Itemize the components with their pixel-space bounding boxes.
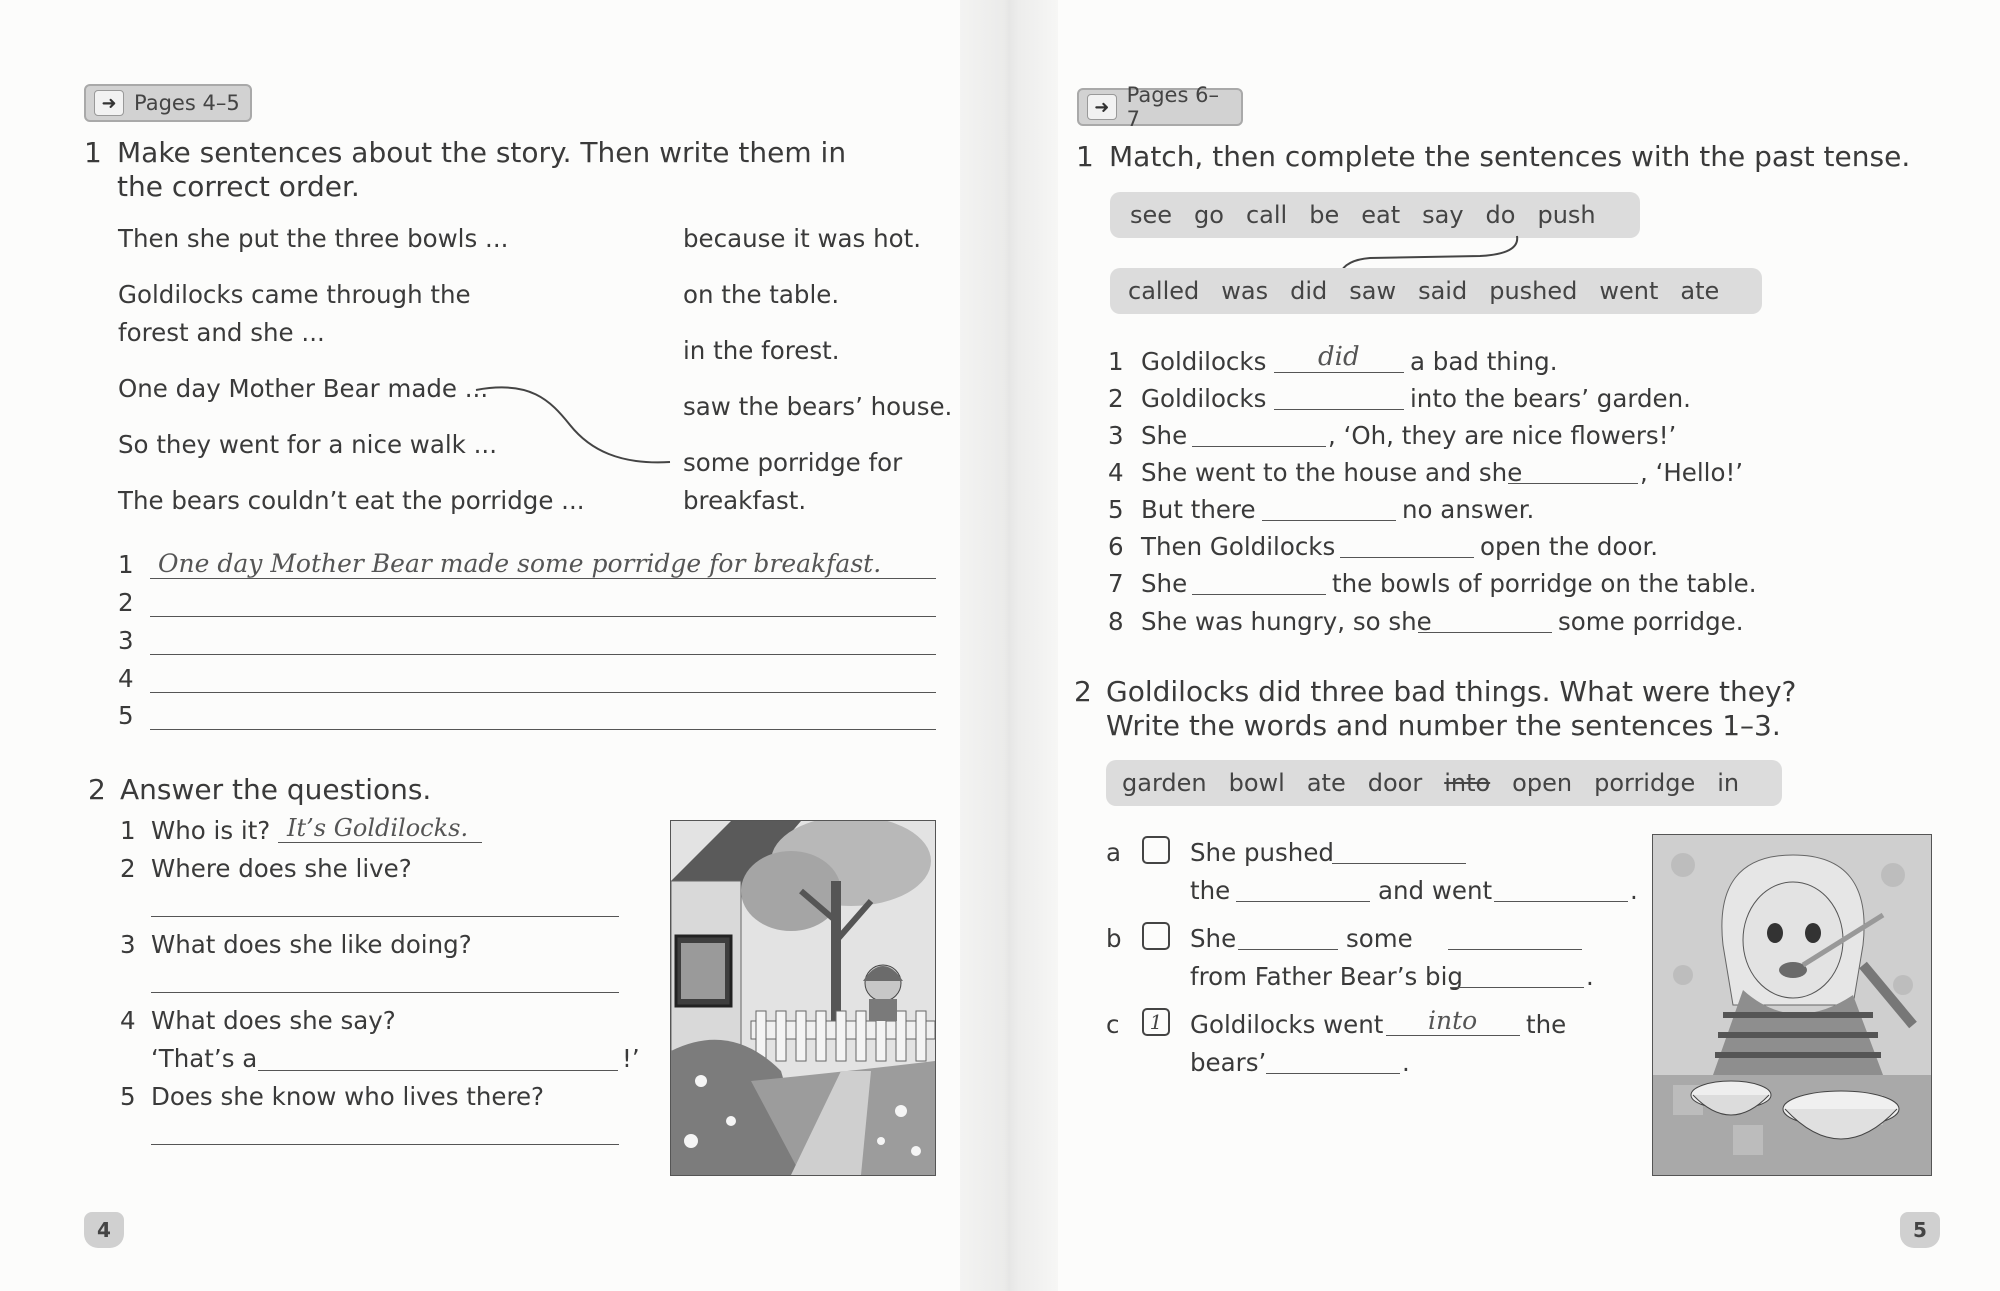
answer-line[interactable] xyxy=(258,1070,618,1071)
exercise-instruction: the correct order. xyxy=(117,170,360,203)
answer-line[interactable] xyxy=(1450,987,1584,988)
word-chip: saw xyxy=(1349,277,1397,305)
word-chip: say xyxy=(1422,201,1464,229)
sentence-number: 8 xyxy=(1108,607,1124,636)
answer-line[interactable] xyxy=(1508,483,1638,484)
sentence-text: into the bears’ garden. xyxy=(1410,384,1691,413)
answer-line[interactable] xyxy=(278,842,482,843)
sentence-text: But there xyxy=(1141,495,1256,524)
word-chip: ate xyxy=(1680,277,1720,305)
word-chip: called xyxy=(1128,277,1200,305)
word-chip: be xyxy=(1309,201,1340,229)
answer-line[interactable] xyxy=(1332,863,1466,864)
handwritten-answer: into xyxy=(1428,1006,1478,1035)
sentence-text: She went to the house and she xyxy=(1141,458,1523,487)
sentence-text: the bowls of porridge on the table. xyxy=(1332,569,1757,598)
word-chip: call xyxy=(1245,201,1288,229)
word-chip: see xyxy=(1130,201,1173,229)
sentence-start: forest and she ... xyxy=(118,318,325,347)
answer-number: 1 xyxy=(118,550,134,579)
matching-line xyxy=(470,380,680,470)
item-text: the xyxy=(1190,876,1231,905)
question-number: 1 xyxy=(120,816,136,845)
page-ref-tab-left xyxy=(84,84,252,122)
item-text: She xyxy=(1190,924,1237,953)
sentence-start: So they went for a nice walk ... xyxy=(118,430,497,459)
sentence-start: Then she put the three bowls ... xyxy=(118,224,509,253)
answer-line[interactable] xyxy=(1266,1073,1400,1074)
past-tense-bank xyxy=(1110,268,1762,314)
question: What does she say? xyxy=(151,1006,396,1035)
item-text: She pushed xyxy=(1190,838,1334,867)
sentence-ending: breakfast. xyxy=(683,486,807,515)
word-chip: go xyxy=(1194,201,1224,229)
sentence-number: 1 xyxy=(1108,347,1124,376)
question: Does she know who lives there? xyxy=(151,1082,545,1111)
number-box[interactable] xyxy=(1142,836,1170,864)
handwritten-answer: One day Mother Bear made some porridge for breakfast. xyxy=(158,549,882,578)
sentence-text: Goldilocks xyxy=(1141,347,1267,376)
item-text: . xyxy=(1586,962,1594,991)
handwritten-answer: It’s Goldilocks. xyxy=(287,814,469,842)
word-chip: bowl xyxy=(1228,769,1285,797)
answer-line[interactable] xyxy=(150,692,936,693)
sentence-start: The bears couldn’t eat the porridge ... xyxy=(118,486,585,515)
arrow-right-icon: ➜ xyxy=(94,90,124,116)
item-text: from Father Bear’s big xyxy=(1190,962,1463,991)
question: Where does she live? xyxy=(151,854,412,883)
word-chip: door xyxy=(1367,769,1423,797)
page-ref-label: Pages 6–7 xyxy=(1126,83,1219,131)
answer-line[interactable] xyxy=(1418,632,1552,633)
answer-line[interactable] xyxy=(1192,594,1326,595)
exercise-instruction: Write the words and number the sentences 1–3. xyxy=(1106,709,1781,742)
item-text: some xyxy=(1346,924,1413,953)
item-letter: b xyxy=(1106,924,1122,953)
handwritten-answer: did xyxy=(1318,342,1360,372)
item-letter: c xyxy=(1106,1010,1120,1039)
arrow-right-icon: ➜ xyxy=(1087,94,1117,120)
book-gutter xyxy=(960,0,1058,1291)
sentence-ending: in the forest. xyxy=(683,336,840,365)
answer-line[interactable] xyxy=(150,654,936,655)
sentence-number: 3 xyxy=(1108,421,1124,450)
sentence-text: , ‘Oh, they are nice flowers!’ xyxy=(1328,421,1677,450)
answer-line[interactable] xyxy=(1386,1035,1520,1036)
answer-line[interactable] xyxy=(1494,901,1628,902)
word-bank xyxy=(1106,760,1782,806)
sentence-text: some porridge. xyxy=(1558,607,1744,636)
sentence-ending: on the table. xyxy=(683,280,840,309)
answer-number: 5 xyxy=(118,701,134,730)
answer-line[interactable] xyxy=(1238,949,1338,950)
item-text: and went xyxy=(1378,876,1493,905)
item-letter: a xyxy=(1106,838,1122,867)
number-box[interactable] xyxy=(1142,922,1170,950)
item-text: the xyxy=(1526,1010,1567,1039)
answer-number: 2 xyxy=(118,588,134,617)
answer-line[interactable] xyxy=(151,916,619,917)
answer-line[interactable] xyxy=(1236,901,1370,902)
illustration-goldilocks-garden xyxy=(670,820,936,1176)
answer-line[interactable] xyxy=(1192,446,1326,447)
answer-line[interactable] xyxy=(150,729,936,730)
word-chip: porridge xyxy=(1594,769,1696,797)
answer-line[interactable] xyxy=(150,616,936,617)
page-ref-label: Pages 4–5 xyxy=(134,91,240,115)
word-chip: garden xyxy=(1122,769,1207,797)
item-text: . xyxy=(1630,876,1638,905)
sentence-text: , ‘Hello!’ xyxy=(1640,458,1744,487)
answer-number: 4 xyxy=(118,664,134,693)
question-text: ‘That’s a xyxy=(151,1044,258,1073)
sentence-text: no answer. xyxy=(1402,495,1535,524)
page-number: 4 xyxy=(84,1212,124,1248)
exercise-instruction: Goldilocks did three bad things. What were they? xyxy=(1106,675,1797,708)
word-chip: ate xyxy=(1306,769,1346,797)
sentence-ending: some porridge for xyxy=(683,448,903,477)
word-chip: in xyxy=(1717,769,1740,797)
question: Who is it? xyxy=(151,816,271,845)
answer-line[interactable] xyxy=(151,1144,619,1145)
sentence-text: a bad thing. xyxy=(1410,347,1558,376)
answer-line[interactable] xyxy=(1274,372,1404,373)
question: What does she like doing? xyxy=(151,930,472,959)
word-chip: went xyxy=(1599,277,1659,305)
number-box[interactable]: 1 xyxy=(1142,1008,1170,1036)
answer-line[interactable] xyxy=(1274,409,1404,410)
sentence-ending: because it was hot. xyxy=(683,224,921,253)
item-text: bears’ xyxy=(1190,1048,1267,1077)
sentence-text: open the door. xyxy=(1480,532,1659,561)
sentence-start: Goldilocks came through the xyxy=(118,280,471,309)
exercise-number: 1 xyxy=(84,136,102,169)
question-text: !’ xyxy=(622,1044,640,1073)
sentence-number: 2 xyxy=(1108,384,1124,413)
answer-line[interactable] xyxy=(150,578,936,579)
exercise-number: 1 xyxy=(1076,140,1094,173)
answer-line[interactable] xyxy=(1448,949,1582,950)
exercise-instruction: Match, then complete the sentences with the past tense. xyxy=(1109,140,1911,173)
page-number: 5 xyxy=(1900,1212,1940,1248)
answer-line[interactable] xyxy=(1262,520,1396,521)
word-chip-crossed: into xyxy=(1444,769,1491,797)
answer-number: 3 xyxy=(118,626,134,655)
sentence-text: Goldilocks xyxy=(1141,384,1267,413)
sentence-text: She xyxy=(1141,569,1188,598)
word-chip: eat xyxy=(1361,201,1401,229)
word-chip: do xyxy=(1485,201,1516,229)
exercise-number: 2 xyxy=(88,773,106,806)
word-chip: was xyxy=(1221,277,1269,305)
word-chip: did xyxy=(1290,277,1328,305)
sentence-number: 7 xyxy=(1108,569,1124,598)
question-number: 2 xyxy=(120,854,136,883)
sentence-text: She was hungry, so she xyxy=(1141,607,1432,636)
exercise-instruction: Make sentences about the story. Then write them in xyxy=(117,136,847,169)
word-chip: push xyxy=(1537,201,1596,229)
sentence-number: 6 xyxy=(1108,532,1124,561)
sentence-number: 5 xyxy=(1108,495,1124,524)
sentence-text: She xyxy=(1141,421,1188,450)
sentence-text: Then Goldilocks xyxy=(1141,532,1336,561)
question-number: 5 xyxy=(120,1082,136,1111)
answer-line[interactable] xyxy=(1340,557,1474,558)
question-number: 3 xyxy=(120,930,136,959)
sentence-ending: saw the bears’ house. xyxy=(683,392,953,421)
sentence-number: 4 xyxy=(1108,458,1124,487)
page-ref-tab-right xyxy=(1077,83,1243,131)
item-text: Goldilocks went xyxy=(1190,1010,1384,1039)
exercise-instruction: Answer the questions. xyxy=(120,773,432,806)
question-number: 4 xyxy=(120,1006,136,1035)
illustration-goldilocks-porridge xyxy=(1652,834,1932,1176)
item-text: . xyxy=(1402,1048,1410,1077)
exercise-number: 2 xyxy=(1074,675,1092,708)
word-chip: said xyxy=(1418,277,1468,305)
word-chip: pushed xyxy=(1489,277,1578,305)
answer-line[interactable] xyxy=(151,992,619,993)
sentence-start: One day Mother Bear made ... xyxy=(118,374,489,403)
word-chip: open xyxy=(1512,769,1573,797)
